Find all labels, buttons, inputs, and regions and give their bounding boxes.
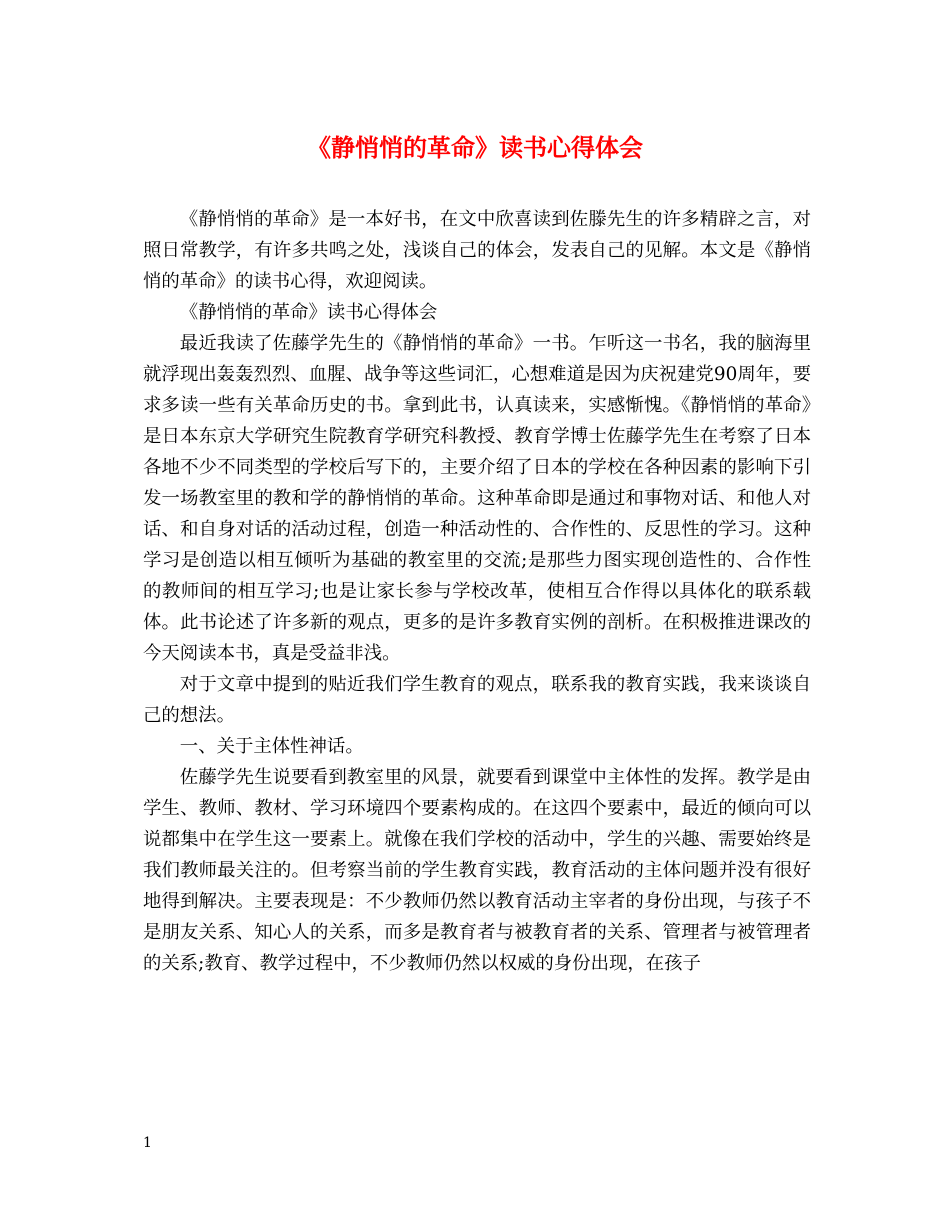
paragraph-views: 对于文章中提到的贴近我们学生教育的观点，联系我的教育实践，我来谈谈自己的想法。: [143, 674, 811, 726]
section-heading: 一、关于主体性神话。: [179, 736, 364, 757]
document-body: [143, 204, 811, 979]
paragraph-reading: 最近我读了佐藤学先生的《静悄悄的革命》一书。乍听这一书名，我的脑海里就浮现出轰轰烈烈、血腥、战争等这些词汇，心想难道是因为庆祝建党90周年，要求多读一些有关革命历史的书。拿到此书，认真读来，实感惭愧。《静悄悄的革命》是日本东京大学研究生院教育学研究科教授、教育学博士佐藤学先生在考察了日本各地不少不同类型的学校后写下的，主要介绍了日本的学校在各种因素的影响下引发一场教室里的教和学的静悄悄的革命。这种革命即是通过和事物对话、和他人对话、和自身对话的活动过程，创造一种活动性的、合作性的、反思性的学习。这种学习是创造以相互倾听为基础的教室里的交流;是那些力图实现创造性的、合作性的教师间的相互学习;也是让家长参与学校改革，使相互合作得以具体化的联系载体。此书论述了许多新的观点，更多的是许多教育实例的剖析。在积极推进课改的今天阅读本书，真是受益非浅。: [143, 333, 811, 664]
paragraph-subjectivity: 佐藤学先生说要看到教室里的风景，就要看到课堂中主体性的发挥。教学是由学生、教师、教材、学习环境四个要素构成的。在这四个要素中，最近的倾向可以说都集中在学生这一要素上。就像在我们学校的活动中，学生的兴趣、需要始终是我们教师最关注的。但考察当前的学生教育实践，教育活动的主体问题并没有很好地得到解决。主要表现是：不少教师仍然以教育活动主宰者的身份出现，与孩子不是朋友关系、知心人的关系，而多是教育者与被教育者的关系、管理者与被管理者的关系;教育、教学过程中，不少教师仍然以权威的身份出现，在孩子: [143, 767, 811, 974]
page-number: 1: [143, 1135, 152, 1151]
document-title: 《静悄悄的革命》读书心得体会: [307, 133, 643, 162]
paragraph-subtitle: 《静悄悄的革命》读书心得体会: [179, 302, 438, 323]
paragraph-intro: 《静悄悄的革命》是一本好书，在文中欣喜读到佐滕先生的许多精辟之言，对照日常教学，有许多共鸣之处，浅谈自己的体会，发表自己的见解。本文是《静悄悄的革命》的读书心得，欢迎阅读。: [143, 209, 811, 292]
